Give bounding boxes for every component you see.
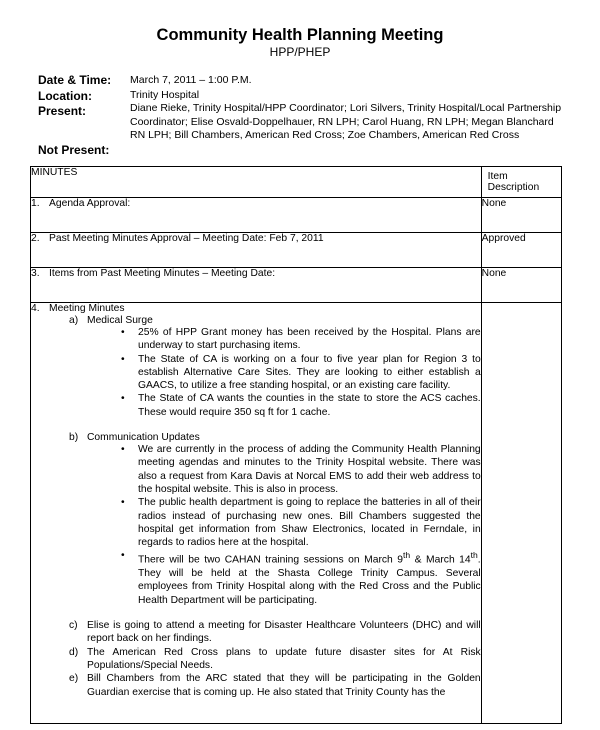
communication-list: [121, 443, 481, 607]
subsection-communication: b) Communication Updates: [69, 432, 200, 444]
list-item: • We are currently in the process of adding the Community Health Planning meeting agendas and minutes to the Trinity Hospital website. There was also a request from Kara Davis at Norcal EMS to add their web address to the hospital website. This is also in process.: [121, 443, 481, 496]
date-value: March 7, 2011 – 1:00 P.M.: [130, 74, 252, 86]
section-heading: 4. Meeting Minutes: [31, 303, 125, 314]
agenda-item: 1. Agenda Approval:: [31, 198, 482, 233]
medical-surge-list: [121, 326, 481, 419]
item-description-header: Item Description: [481, 167, 561, 198]
meeting-minutes-section: [31, 303, 482, 724]
table-header-row: [31, 167, 562, 198]
table-row: [31, 303, 562, 724]
present-label: Present:: [38, 104, 87, 118]
list-item: • The public health department is going to replace the batteries in all of their radios instead of purchasing new ones. Bill Chambers suggested the hospital get information from Shaw Electronics, located in Ferndale, in regards to radios here at the hospital.: [121, 496, 481, 549]
list-item: • The State of CA wants the counties in the state to store the ACS caches. These would require 350 sq ft for 1 cache.: [121, 392, 481, 419]
subsection-medical-surge: a) Medical Surge: [69, 315, 153, 326]
date-label: Date & Time:: [38, 73, 112, 87]
item-status: Approved: [481, 233, 561, 268]
list-item: • There will be two CAHAN training sessions on March 9th & March 14th. They will be held at the Shasta College Trinity Campus. Several employees from Trinity Hospital along with the Red Cross and the Public Health Department will be participating.: [121, 549, 481, 607]
document-subtitle: HPP/PHEP: [269, 45, 331, 59]
location-label: Location:: [38, 89, 92, 103]
present-value: Diane Rieke, Trinity Hospital/HPP Coordinator; Lori Silvers, Trinity Hospital/Local Partnership Coordinator; Elise Osvald-Doppelhauer, RN LPH; Carol Huang, RN LPH; Megan Blanchard RN LPH; Bill Chambers, American Red Cross; Zoe Chambers, American Red Cross: [130, 102, 562, 141]
list-item: • The State of CA is working on a four to five year plan for Region 3 to establish Alternative Care Sites. They are looking to either establish a GAACS, to utilize a free standing hospital, or an existing care facility.: [121, 353, 481, 393]
item-status-empty: [481, 303, 561, 724]
table-row: [31, 233, 562, 268]
agenda-item: 2. Past Meeting Minutes Approval – Meeting Date: Feb 7, 2011: [31, 233, 482, 268]
item-e: e) Bill Chambers from the ARC stated that they will be participating in the Golden Guardian exercise that is coming up. He also stated that Trinity County has the: [69, 673, 481, 698]
minutes-header: MINUTES: [31, 167, 482, 198]
item-c: c) Elise is going to attend a meeting for Disaster Healthcare Volunteers (DHC) and will report back on her findings.: [69, 620, 481, 645]
not-present-label: Not Present:: [38, 143, 110, 157]
item-status: None: [481, 198, 561, 233]
location-value: Trinity Hospital: [130, 89, 200, 101]
table-row: [31, 198, 562, 233]
item-d: d) The American Red Cross plans to update future disaster sites for At Risk Populations/Special Needs.: [69, 646, 481, 671]
table-row: [31, 268, 562, 303]
list-item: • 25% of HPP Grant money has been received by the Hospital. Plans are underway to start purchasing items.: [121, 326, 481, 353]
minutes-table: [30, 166, 562, 724]
agenda-item: 3. Items from Past Meeting Minutes – Meeting Date:: [31, 268, 482, 303]
item-status: None: [481, 268, 561, 303]
document-title: Community Health Planning Meeting: [156, 26, 444, 44]
